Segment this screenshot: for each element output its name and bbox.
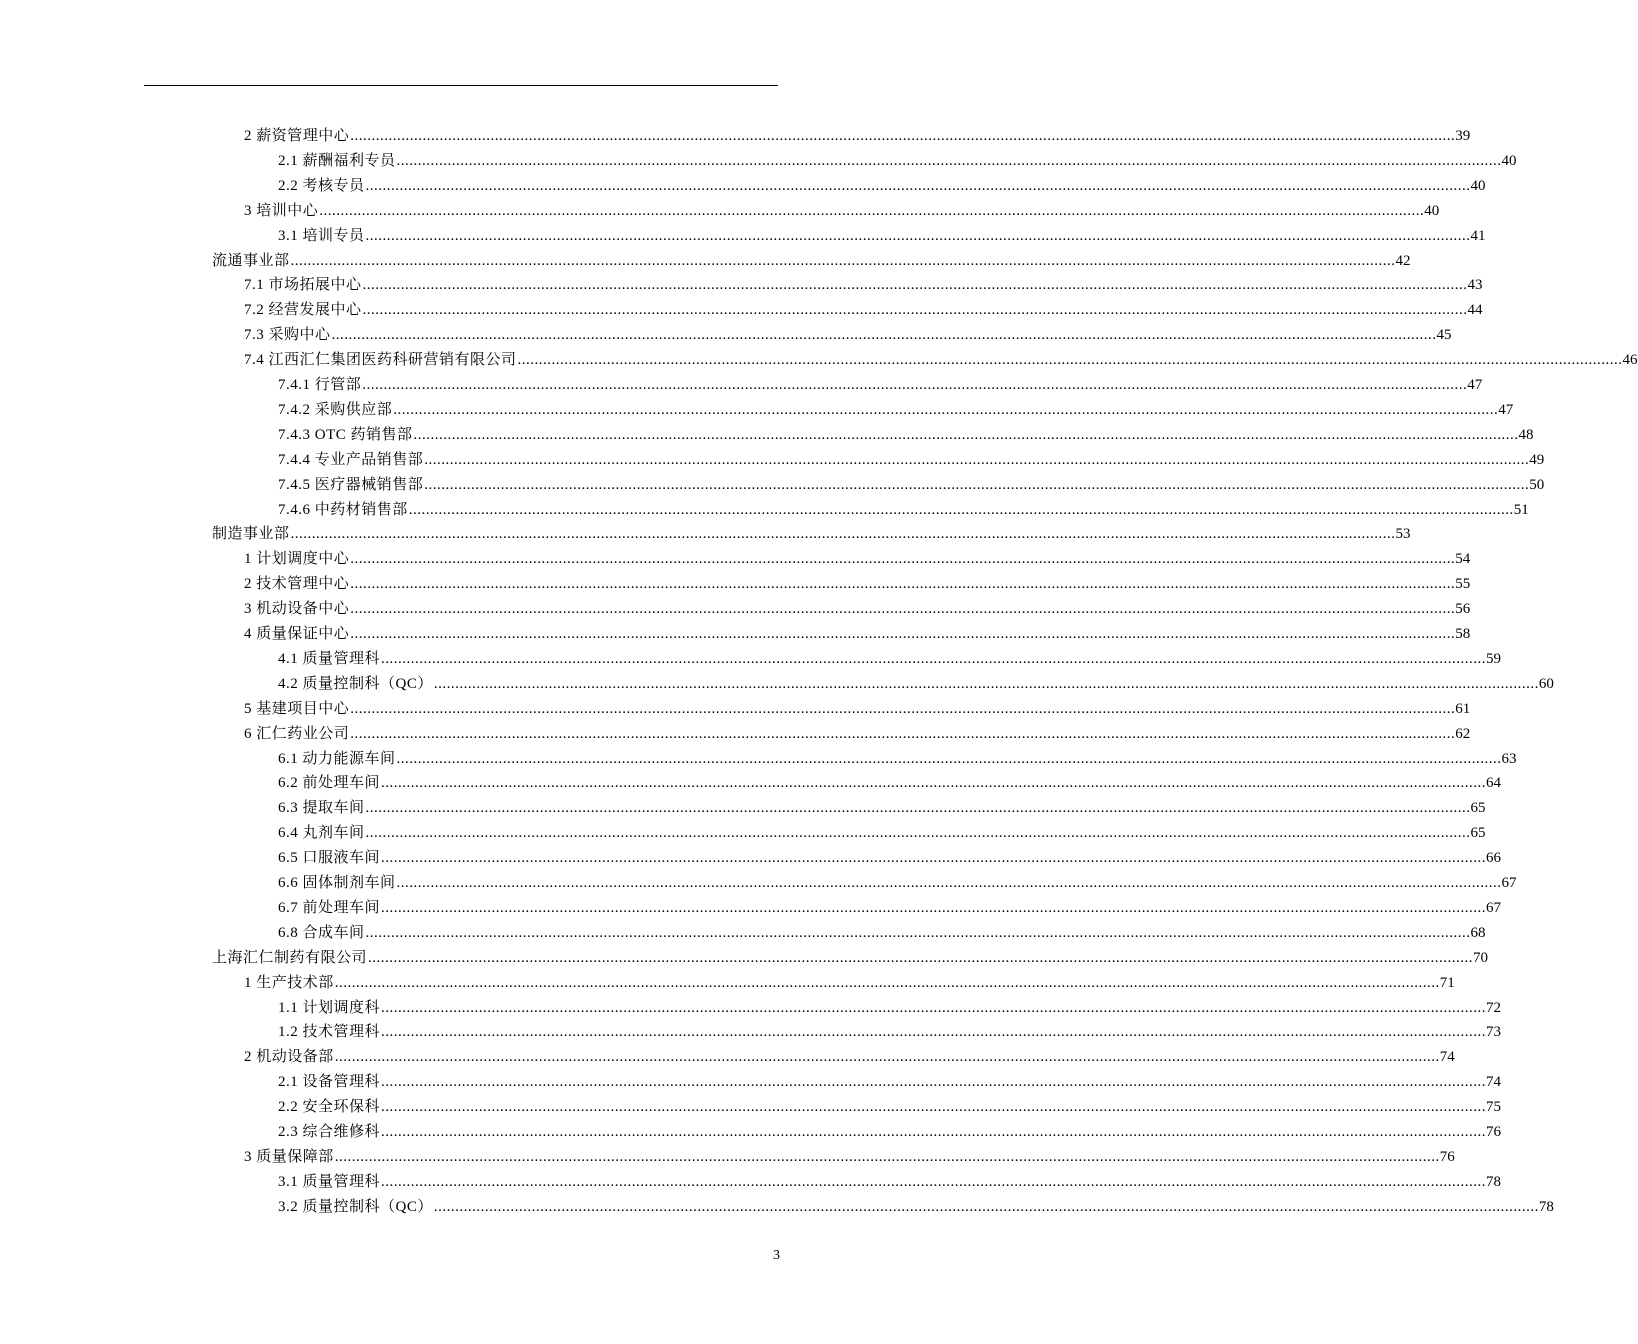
- toc-dot-leader: ....................................................................................................................................................................................................................................................................: [350, 551, 1456, 568]
- toc-dot-leader: ....................................................................................................................................................................................................................................................................: [362, 302, 1468, 319]
- toc-entry-page: 78: [1538, 1198, 1554, 1215]
- toc-entry[interactable]: [278, 647, 1502, 672]
- toc-entry-page: 51: [1513, 501, 1529, 518]
- toc-dot-leader: ....................................................................................................................................................................................................................................................................: [365, 825, 1471, 842]
- toc-entry[interactable]: [278, 747, 1517, 772]
- toc-dot-leader: ....................................................................................................................................................................................................................................................................: [424, 451, 1530, 468]
- toc-entry-title: 6.5 口服液车间: [278, 850, 381, 867]
- toc-entry-page: 72: [1486, 999, 1502, 1016]
- toc-entry[interactable]: [278, 224, 1486, 249]
- toc-entry-title: 7.4.2 采购供应部: [278, 401, 393, 418]
- toc-entry-title: 6.7 前处理车间: [278, 899, 381, 916]
- toc-entry-title: 6.4 丸剂车间: [278, 825, 365, 842]
- toc-entry[interactable]: [244, 722, 1471, 747]
- toc-entry-page: 61: [1455, 700, 1471, 717]
- toc-entry-page: 49: [1529, 451, 1545, 468]
- toc-entry-title: 7.4.3 OTC 药销售部: [278, 426, 413, 443]
- toc-entry[interactable]: [212, 522, 1411, 547]
- toc-entry[interactable]: [278, 1170, 1502, 1195]
- toc-entry-page: 63: [1501, 750, 1517, 767]
- toc-dot-leader: ....................................................................................................................................................................................................................................................................: [362, 277, 1468, 294]
- toc-dot-leader: ....................................................................................................................................................................................................................................................................: [413, 426, 1519, 443]
- toc-entry[interactable]: [244, 597, 1471, 622]
- toc-entry[interactable]: [278, 498, 1529, 523]
- toc-dot-leader: ....................................................................................................................................................................................................................................................................: [381, 1099, 1487, 1116]
- toc-dot-leader: ....................................................................................................................................................................................................................................................................: [334, 1148, 1440, 1165]
- toc-dot-leader: ....................................................................................................................................................................................................................................................................: [350, 601, 1456, 618]
- toc-entry-title: 3 机动设备中心: [244, 601, 350, 618]
- toc-entry-title: 7.4 江西汇仁集团医药科研营销有限公司: [244, 352, 517, 369]
- toc-entry[interactable]: [244, 348, 1638, 373]
- toc-entry-page: 50: [1529, 476, 1545, 493]
- toc-entry[interactable]: [278, 1120, 1502, 1145]
- toc-entry-title: 6.1 动力能源车间: [278, 750, 396, 767]
- toc-entry[interactable]: [278, 921, 1486, 946]
- toc-entry-page: 54: [1455, 551, 1471, 568]
- toc-entry-page: 76: [1486, 1124, 1502, 1140]
- toc-entry-title: 7.4.4 专业产品销售部: [278, 451, 424, 468]
- toc-entry-title: 4.1 质量管理科: [278, 650, 381, 667]
- toc-entry[interactable]: [244, 124, 1471, 149]
- toc-entry-page: 59: [1486, 650, 1502, 667]
- toc-entry[interactable]: [278, 373, 1483, 398]
- toc-entry-title: 2 技术管理中心: [244, 576, 350, 593]
- toc-entry[interactable]: [244, 572, 1471, 597]
- toc-entry[interactable]: [278, 1195, 1554, 1220]
- toc-entry-page: 47: [1467, 377, 1483, 393]
- toc-entry[interactable]: [278, 149, 1517, 174]
- toc-dot-leader: ....................................................................................................................................................................................................................................................................: [365, 177, 1471, 194]
- toc-entry-page: 64: [1486, 775, 1502, 792]
- toc-dot-leader: ....................................................................................................................................................................................................................................................................: [362, 377, 1468, 393]
- toc-dot-leader: ....................................................................................................................................................................................................................................................................: [365, 800, 1471, 817]
- toc-entry-title: 7.3 采购中心: [244, 327, 331, 344]
- toc-entry[interactable]: [278, 448, 1545, 473]
- toc-entry-page: 78: [1486, 1173, 1502, 1190]
- toc-entry-title: 4 质量保证中心: [244, 626, 350, 642]
- toc-entry-title: 7.4.1 行管部: [278, 377, 362, 393]
- toc-entry-page: 70: [1473, 949, 1489, 966]
- toc-entry-page: 65: [1470, 825, 1486, 842]
- toc-entry[interactable]: [278, 1020, 1502, 1045]
- toc-entry-title: 2.2 考核专员: [278, 177, 365, 194]
- toc-entry[interactable]: [278, 896, 1502, 921]
- toc-entry[interactable]: [212, 249, 1411, 274]
- toc-dot-leader: ....................................................................................................................................................................................................................................................................: [396, 152, 1502, 169]
- toc-entry-page: 68: [1470, 924, 1486, 941]
- toc-entry-title: 6.8 合成车间: [278, 924, 365, 941]
- toc-entry-page: 42: [1395, 252, 1411, 269]
- page-number: 3: [773, 1248, 780, 1263]
- toc-dot-leader: ....................................................................................................................................................................................................................................................................: [331, 327, 1437, 344]
- toc-entry[interactable]: [244, 298, 1483, 323]
- toc-dot-leader: ....................................................................................................................................................................................................................................................................: [365, 227, 1471, 244]
- toc-entry-title: 3 培训中心: [244, 202, 319, 219]
- toc-dot-leader: ....................................................................................................................................................................................................................................................................: [381, 1173, 1487, 1190]
- toc-entry-title: 制造事业部: [212, 526, 290, 543]
- toc-entry[interactable]: [244, 1145, 1455, 1170]
- toc-dot-leader: ....................................................................................................................................................................................................................................................................: [381, 775, 1487, 792]
- toc-entry-page: 48: [1518, 426, 1534, 443]
- toc-entry-page: 74: [1486, 1074, 1502, 1091]
- toc-entry-page: 74: [1439, 1049, 1455, 1066]
- toc-dot-leader: ....................................................................................................................................................................................................................................................................: [381, 1024, 1487, 1041]
- toc-dot-leader: ....................................................................................................................................................................................................................................................................: [290, 526, 1396, 543]
- toc-dot-leader: ....................................................................................................................................................................................................................................................................: [350, 626, 1456, 642]
- toc-entry-title: 7.4.6 中药材销售部: [278, 501, 408, 518]
- toc-entry-page: 40: [1501, 152, 1517, 169]
- toc-entry[interactable]: [278, 796, 1486, 821]
- toc-entry[interactable]: [244, 622, 1471, 647]
- toc-dot-leader: ....................................................................................................................................................................................................................................................................: [350, 700, 1456, 717]
- toc-dot-leader: ....................................................................................................................................................................................................................................................................: [350, 725, 1456, 742]
- toc-entry-page: 46: [1622, 352, 1638, 369]
- toc-entry[interactable]: [278, 821, 1486, 846]
- toc-entry-title: 6 汇仁药业公司: [244, 725, 350, 742]
- toc-dot-leader: ....................................................................................................................................................................................................................................................................: [350, 576, 1456, 593]
- toc-entry[interactable]: [244, 1045, 1455, 1070]
- toc-entry[interactable]: [278, 771, 1502, 796]
- toc-dot-leader: ....................................................................................................................................................................................................................................................................: [517, 352, 1623, 369]
- toc-dot-leader: ....................................................................................................................................................................................................................................................................: [334, 974, 1440, 991]
- toc-entry[interactable]: [278, 996, 1502, 1021]
- toc-dot-leader: ....................................................................................................................................................................................................................................................................: [381, 1074, 1487, 1091]
- toc-dot-leader: ....................................................................................................................................................................................................................................................................: [381, 850, 1487, 867]
- toc-entry-page: 62: [1455, 725, 1471, 742]
- toc-dot-leader: ....................................................................................................................................................................................................................................................................: [433, 675, 1539, 692]
- toc-entry-page: 40: [1424, 202, 1440, 219]
- toc-entry-title: 7.4.5 医疗器械销售部: [278, 476, 424, 493]
- toc-entry-page: 67: [1486, 899, 1502, 916]
- toc-dot-leader: ....................................................................................................................................................................................................................................................................: [290, 252, 1396, 269]
- toc-dot-leader: ....................................................................................................................................................................................................................................................................: [393, 401, 1499, 418]
- toc-entry-page: 55: [1455, 576, 1471, 593]
- toc-entry[interactable]: [278, 1095, 1502, 1120]
- toc-entry-page: 47: [1498, 401, 1514, 418]
- toc-entry-page: 58: [1455, 626, 1471, 642]
- toc-entry-page: 41: [1470, 227, 1486, 244]
- toc-entry[interactable]: [212, 946, 1489, 971]
- toc-entry-page: 75: [1486, 1099, 1502, 1116]
- toc-entry-title: 6.6 固体制剂车间: [278, 875, 396, 891]
- toc-entry-page: 67: [1501, 875, 1517, 891]
- toc-entry-page: 44: [1467, 302, 1483, 319]
- toc-dot-leader: ....................................................................................................................................................................................................................................................................: [396, 875, 1502, 891]
- toc-dot-leader: ....................................................................................................................................................................................................................................................................: [396, 750, 1502, 767]
- toc-entry[interactable]: [244, 273, 1483, 298]
- toc-entry[interactable]: [278, 1070, 1502, 1095]
- toc-entry-title: 3.1 质量管理科: [278, 1173, 381, 1190]
- toc-entry-page: 76: [1439, 1148, 1455, 1165]
- toc-entry-title: 6.3 提取车间: [278, 800, 365, 817]
- toc-entry-title: 5 基建项目中心: [244, 700, 350, 717]
- toc-entry-title: 2 薪资管理中心: [244, 128, 350, 144]
- toc-entry-title: 6.2 前处理车间: [278, 775, 381, 792]
- toc-entry[interactable]: [244, 547, 1471, 572]
- toc-dot-leader: ....................................................................................................................................................................................................................................................................: [350, 128, 1456, 144]
- toc-entry-page: 60: [1538, 675, 1554, 692]
- toc-entry-page: 53: [1395, 526, 1411, 543]
- toc-entry-title: 上海汇仁制药有限公司: [212, 949, 368, 966]
- toc-entry-page: 66: [1486, 850, 1502, 867]
- toc-dot-leader: ....................................................................................................................................................................................................................................................................: [381, 899, 1487, 916]
- toc-dot-leader: ....................................................................................................................................................................................................................................................................: [368, 949, 1474, 966]
- toc-entry[interactable]: [278, 398, 1514, 423]
- toc-entry[interactable]: [244, 697, 1471, 722]
- toc-entry-title: 3.1 培训专员: [278, 227, 365, 244]
- toc-dot-leader: ....................................................................................................................................................................................................................................................................: [424, 476, 1530, 493]
- toc-entry-title: 1 生产技术部: [244, 974, 334, 991]
- toc-entry-title: 1.1 计划调度科: [278, 999, 381, 1016]
- toc-entry[interactable]: [278, 174, 1486, 199]
- toc-entry[interactable]: [278, 473, 1545, 498]
- header-rule: [144, 85, 778, 86]
- toc-entry-title: 2.1 设备管理科: [278, 1074, 381, 1091]
- toc-entry-title: 7.2 经营发展中心: [244, 302, 362, 319]
- toc-entry[interactable]: [244, 323, 1452, 348]
- toc-entry[interactable]: [278, 423, 1534, 448]
- toc-entry-page: 73: [1486, 1024, 1502, 1041]
- toc-dot-leader: ....................................................................................................................................................................................................................................................................: [433, 1198, 1539, 1215]
- toc-dot-leader: ....................................................................................................................................................................................................................................................................: [365, 924, 1471, 941]
- toc-entry-title: 2.2 安全环保科: [278, 1099, 381, 1116]
- toc-dot-leader: ....................................................................................................................................................................................................................................................................: [381, 999, 1487, 1016]
- toc-entry-page: 39: [1455, 128, 1471, 144]
- toc-entry-page: 43: [1467, 277, 1483, 294]
- toc-entry-title: 1 计划调度中心: [244, 551, 350, 568]
- toc-entry[interactable]: [278, 846, 1502, 871]
- toc-entry[interactable]: [278, 672, 1554, 697]
- toc-entry-title: 4.2 质量控制科（QC）: [278, 675, 433, 692]
- toc-entry-title: 1.2 技术管理科: [278, 1024, 381, 1041]
- toc-entry-title: 2 机动设备部: [244, 1049, 334, 1066]
- toc-dot-leader: ....................................................................................................................................................................................................................................................................: [319, 202, 1425, 219]
- toc-entry[interactable]: [244, 971, 1455, 996]
- toc-dot-leader: ....................................................................................................................................................................................................................................................................: [334, 1049, 1440, 1066]
- toc-dot-leader: ....................................................................................................................................................................................................................................................................: [408, 501, 1514, 518]
- toc-entry[interactable]: [244, 199, 1440, 224]
- toc-dot-leader: ....................................................................................................................................................................................................................................................................: [381, 650, 1487, 667]
- toc-entry-page: 56: [1455, 601, 1471, 618]
- toc-entry-page: 65: [1470, 800, 1486, 817]
- toc-entry-page: 45: [1436, 327, 1452, 344]
- toc-entry-title: 2.3 综合维修科: [278, 1124, 381, 1140]
- toc-entry[interactable]: [278, 871, 1517, 896]
- toc-entry-title: 3 质量保障部: [244, 1148, 334, 1165]
- toc-entry-title: 7.1 市场拓展中心: [244, 277, 362, 294]
- toc-entry-title: 流通事业部: [212, 252, 290, 269]
- toc-entry-page: 71: [1439, 974, 1455, 991]
- toc-dot-leader: ....................................................................................................................................................................................................................................................................: [381, 1124, 1487, 1140]
- toc-entry-title: 2.1 薪酬福利专员: [278, 152, 396, 169]
- toc-entry-page: 40: [1470, 177, 1486, 194]
- toc-entry-title: 3.2 质量控制科（QC）: [278, 1198, 433, 1215]
